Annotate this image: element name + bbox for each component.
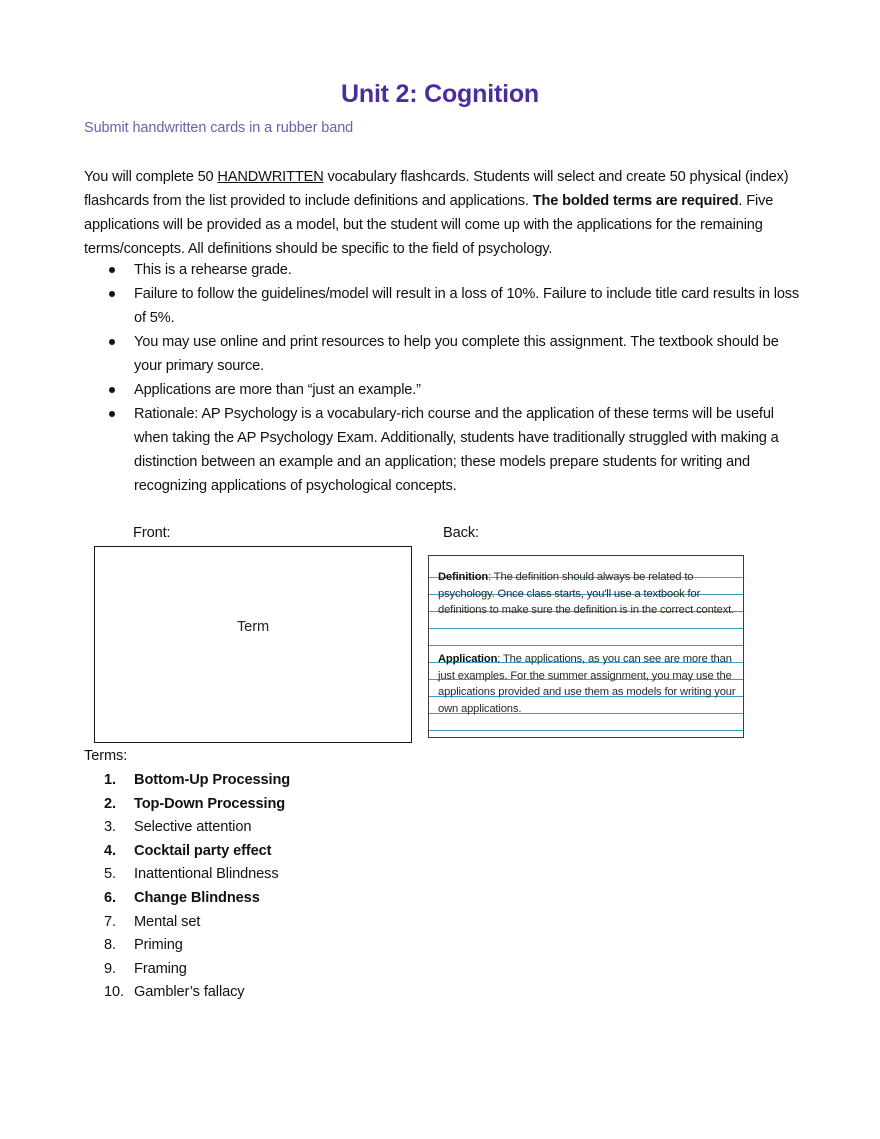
intro-text-part-3: . Five applications will be provided as a model, but the student will come up with the applications for the remaining terms/concepts. All definitions should be specific to the field of psychology. — [84, 193, 774, 257]
list-item — [104, 934, 524, 958]
list-item-number: 8. — [104, 937, 116, 954]
back-card-application-heading: Application — [438, 653, 498, 665]
back-card-label: Back: — [443, 525, 479, 541]
back-card-application-text: : The applications, as you can see are more than just examples. For the summer assignment, you may use the applications provided and use them as models for writing your own applications. — [438, 653, 736, 715]
list-item-text: Framing — [134, 960, 187, 977]
list-item-number: 10. — [104, 984, 124, 1001]
list-item-text: Top-Down Processing — [134, 795, 286, 812]
list-item-number: 5. — [104, 866, 116, 883]
intro-text-part-2: vocabulary flashcards. Students will select and create 50 physical (index) flashcards from the list provided to include definitions and applications. — [84, 169, 789, 209]
page-subtitle: Submit handwritten cards in a rubber band — [84, 120, 354, 136]
front-card-label: Front: — [133, 525, 171, 541]
guidelines-bullet-list — [104, 258, 804, 498]
list-item-number: 1. — [104, 772, 116, 788]
card-rule-line-blue — [429, 730, 743, 731]
list-item — [104, 402, 804, 498]
list-item-text: You may use online and print resources to help you complete this assignment. The textbook should be your primary source. — [134, 334, 779, 374]
back-card-definition-text: : The definition should always be related to psychology. Once class starts, you'll use a textbook for definitions to make sure the definition is in the correct context. — [438, 571, 735, 616]
list-item-text: Mental set — [134, 913, 201, 930]
list-item — [104, 769, 524, 793]
page-title: Unit 2: Cognition — [341, 80, 539, 108]
list-item-text: Priming — [134, 937, 183, 954]
list-item-text: This is a rehearse grade. — [134, 262, 292, 278]
list-item — [104, 958, 524, 982]
list-item — [104, 816, 524, 840]
list-item-text: Change Blindness — [134, 889, 260, 906]
list-item-number: 3. — [104, 819, 116, 836]
bullet-dot-icon — [109, 291, 115, 297]
list-item — [104, 793, 524, 817]
card-rule-line-blue — [429, 628, 743, 629]
card-rule-line-blue — [429, 645, 743, 646]
terms-ordered-list — [104, 769, 524, 1005]
intro-underlined-handwritten: HANDWRITTEN — [217, 169, 324, 185]
intro-paragraph — [84, 165, 790, 261]
list-item — [104, 887, 524, 911]
list-item-text: Selective attention — [134, 819, 252, 836]
bullet-dot-icon — [109, 339, 115, 345]
back-card-definition-heading: Definition — [438, 571, 489, 583]
intro-text-part-1: You will complete 50 — [84, 169, 218, 185]
list-item — [104, 840, 524, 864]
list-item — [104, 863, 524, 887]
list-item — [104, 911, 524, 935]
list-item-number: 9. — [104, 960, 116, 977]
list-item — [104, 330, 804, 378]
list-item-text: Bottom-Up Processing — [134, 772, 291, 788]
intro-bold-requirement: The bolded terms are required — [532, 193, 739, 209]
terms-label: Terms: — [84, 748, 128, 764]
list-item-text: Gambler’s fallacy — [134, 984, 245, 1001]
back-card-definition-block — [438, 569, 738, 619]
back-card-diagram — [428, 555, 744, 738]
list-item — [104, 258, 804, 282]
bullet-dot-icon — [109, 267, 115, 273]
list-item-number: 7. — [104, 913, 116, 930]
front-card-term-text: Term — [236, 619, 270, 635]
list-item — [104, 282, 804, 330]
front-card-diagram — [94, 546, 412, 743]
list-item-text: Inattentional Blindness — [134, 866, 279, 883]
list-item-text: Applications are more than “just an example.” — [134, 382, 421, 398]
list-item-text: Rationale: AP Psychology is a vocabulary-rich course and the application of these terms will be useful when taking the AP Psychology Exam. Additionally, students have traditionally struggled with making a distinction between an example and an application; these models prepare students for writing and recognizing applications of psychological concepts. — [134, 406, 779, 494]
bullet-dot-icon — [109, 411, 115, 417]
list-item — [104, 981, 524, 1005]
bullet-dot-icon — [109, 387, 115, 393]
list-item-text: Failure to follow the guidelines/model will result in a loss of 10%. Failure to include title card results in loss of 5%. — [134, 286, 800, 326]
list-item-text: Cocktail party effect — [134, 842, 272, 859]
list-item-number: 6. — [104, 889, 116, 906]
back-card-application-block — [438, 651, 738, 717]
list-item-number: 2. — [104, 795, 116, 812]
list-item-number: 4. — [104, 842, 116, 859]
list-item — [104, 378, 804, 402]
